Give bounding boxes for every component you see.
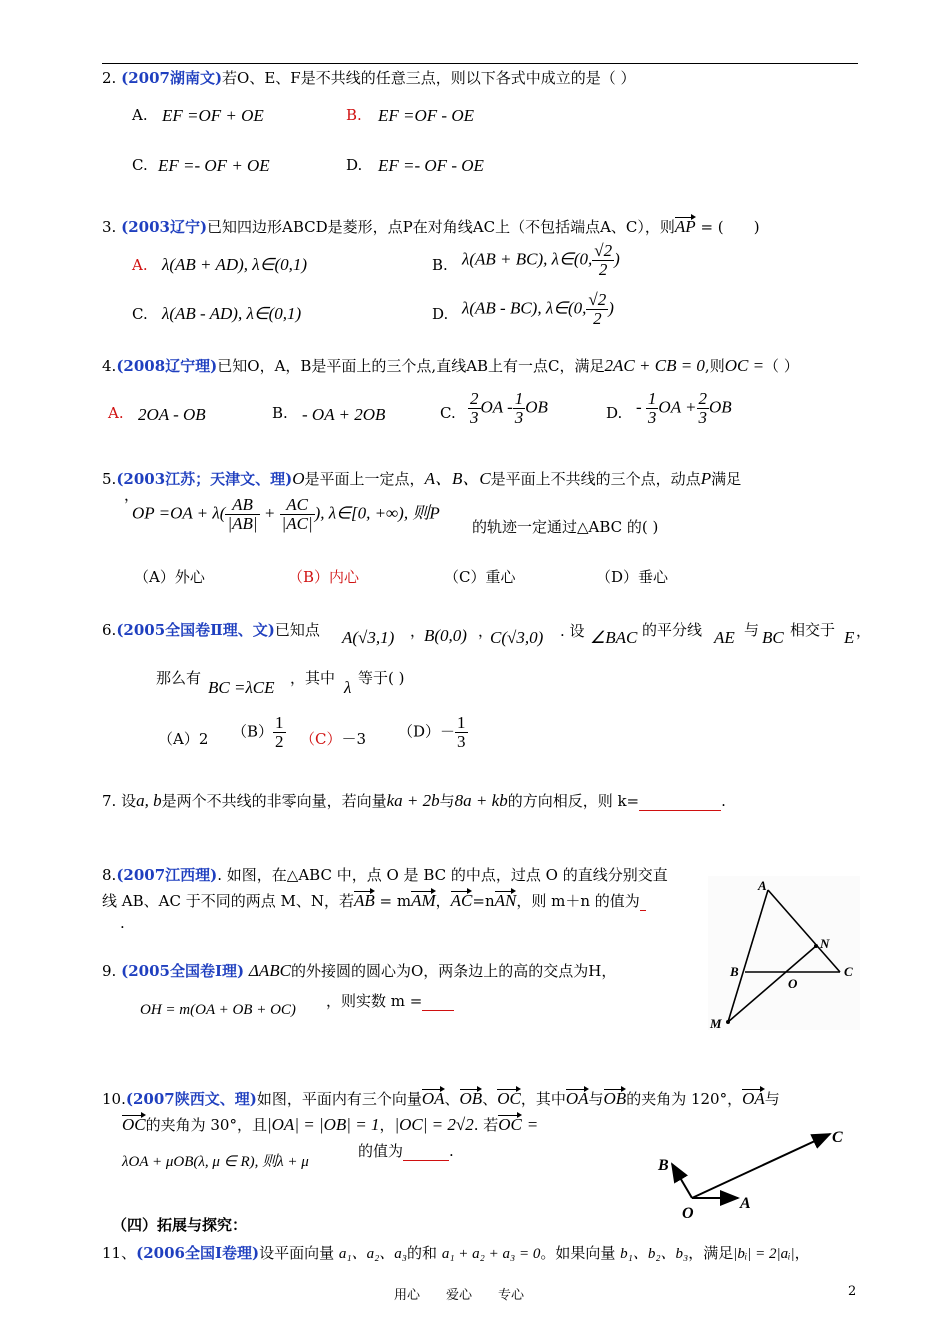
q5-option-a: （A）外心 xyxy=(134,568,205,586)
q6-comma-2: ， xyxy=(478,622,494,640)
q6-point-c: C(√3,0) xyxy=(490,628,544,647)
q9-tail: ，则实数 m = xyxy=(326,990,454,1011)
q9-formula: OH = m(OA + OB + OC) xyxy=(140,1002,296,1018)
q7-answer-blank[interactable] xyxy=(639,792,721,811)
question-6-stem: 6.(2005全国卷Ⅱ理、文)已知点 xyxy=(102,621,320,639)
question-10-line1: 10.(2007陕西文、理)如图，平面内有三个向量OA、OB、OC，其中OA与OB的夹角为 120°，OA与 xyxy=(102,1089,780,1108)
q2-option-b-expr: EF =OF - OE xyxy=(378,106,474,125)
label-a: A xyxy=(758,878,767,893)
q4-option-a-expr: 2OA - OB xyxy=(138,405,206,424)
point-n xyxy=(814,944,818,948)
q10-answer-blank[interactable] xyxy=(403,1142,449,1161)
q5-formula: OP =OA + λ( $\frac{AB}{|AB|}$ + $\frac{AC}{|AC|}$ ), λ∈[0, +∞), 则P xyxy=(132,495,440,533)
label-m: M xyxy=(710,1016,722,1030)
question-10-line2: OC的夹角为 30°，且|OA| = |OB| = 1，|OC| = 2√2. 若OC = xyxy=(122,1115,539,1134)
vector-ob xyxy=(672,1164,692,1198)
q5-option-c: （C）重心 xyxy=(444,568,516,586)
footer-motto: 用心 爱心 专心 xyxy=(394,1288,525,1303)
q6-comma-3: ， xyxy=(856,622,872,640)
q6-text-bisector: 的平分线 xyxy=(642,621,703,639)
q6-text-and: 与 xyxy=(744,621,760,639)
q10-tail: 的值为 . xyxy=(358,1142,454,1160)
label-n: N xyxy=(820,936,830,951)
q4-option-c-expr: $\frac{2}{3}$ OA - $\frac{1}{3}$ OB xyxy=(470,389,548,427)
q4-option-c: C. xyxy=(440,404,456,422)
question-4-stem: 4.(2008辽宁理)已知O，A，B是平面上的三个点,直线AB上有一点C，满足2AC + CB = 0,则OC =（ ） xyxy=(102,356,799,375)
label-a: A xyxy=(740,1195,751,1212)
label-o: O xyxy=(788,976,798,991)
q6-bc: BC xyxy=(762,628,784,647)
q5-option-d: （D）垂心 xyxy=(596,568,669,586)
q6-option-a: （A）2 xyxy=(158,730,209,748)
q3-option-c: C. xyxy=(132,305,148,323)
q3-option-d-expr: λ(AB - BC), λ∈(0, $\frac{√2}{2}$ ) xyxy=(462,290,614,328)
q6-ae: AE xyxy=(714,628,735,647)
section-heading: （四）拓展与探究： xyxy=(112,1216,248,1234)
question-2-stem: 2. (2007湖南文)若O、E、F是不共线的任意三点，则以下各式中成立的是（ ） xyxy=(102,69,636,87)
q6-point-b: B(0,0) xyxy=(424,626,467,645)
header-rule xyxy=(102,63,858,64)
q5-option-b: （B）内心 xyxy=(288,568,360,586)
q2-option-d-expr: EF =- OF - OE xyxy=(378,156,484,175)
q6-line2-c: 等于( ) xyxy=(358,669,405,687)
q4-option-d: D. xyxy=(606,404,623,422)
q9-answer-blank[interactable] xyxy=(422,992,454,1011)
question-11: 11、(2006全国Ⅰ卷理)设平面向量 a₁、a₂、a₃的和 a₁ + a₂ + a₃ = 0。如果向量 b₁、b₂、b₃，满足|bᵢ| = 2|aᵢ|， xyxy=(102,1244,810,1262)
page-number: 2 xyxy=(848,1284,857,1299)
q4-option-b: B. xyxy=(272,404,288,422)
label-o: O xyxy=(682,1205,694,1220)
q2-option-c-expr: EF =- OF + OE xyxy=(158,156,270,175)
q4-option-b-expr: - OA + 2OB xyxy=(302,405,386,424)
q2-option-d: D. xyxy=(346,156,363,174)
q6-text-intersect: 相交于 xyxy=(790,621,836,639)
triangle-figure xyxy=(708,876,860,1030)
q8-answer-blank[interactable] xyxy=(640,892,646,911)
q3-option-c-expr: λ(AB - AD), λ∈(0,1) xyxy=(162,304,302,323)
vector-oc xyxy=(692,1134,830,1198)
vector-figure xyxy=(650,1122,860,1220)
q5-stem-tail: 的轨迹一定通过△ABC 的( ) xyxy=(472,518,659,536)
q6-relation: BC =λCE xyxy=(208,678,275,697)
q3-option-a: A. xyxy=(132,256,148,274)
question-7: 7. 设a, b是两个不共线的非零向量，若向量ka + 2b与8a + kb的方向相反，则 k= . xyxy=(102,791,726,810)
q4-option-d-expr: - $\frac{1}{3}$ OA + $\frac{2}{3}$ OB xyxy=(636,389,732,427)
q6-line2-b: ，其中 xyxy=(290,669,336,687)
question-8-line2: 线 AB、AC 于不同的两点 M、N，若AB = mAM，AC=nAN，则 m＋n 的值为 xyxy=(102,890,646,911)
point-m xyxy=(726,1020,730,1024)
question-5-stem: 5.(2003江苏；天津文、理)O是平面上一定点，A、B、C是平面上不共线的三个点，动点P满足 xyxy=(102,469,742,488)
q2-option-a-expr: EF =OF + OE xyxy=(162,106,264,125)
q4-option-a: A. xyxy=(108,404,124,422)
label-c: C xyxy=(832,1129,843,1146)
q6-angle: ∠BAC xyxy=(590,628,638,647)
q6-option-c: （C）－3 xyxy=(300,730,367,748)
label-b: B xyxy=(658,1157,669,1174)
q2-option-a: A. xyxy=(132,106,148,124)
q6-point-a: A(√3,1) xyxy=(342,628,395,647)
label-b: B xyxy=(730,964,739,979)
label-c: C xyxy=(844,964,853,979)
q6-comma-1: ， xyxy=(410,622,426,640)
q3-option-b-expr: λ(AB + BC), λ∈(0, $\frac{√2}{2}$ ) xyxy=(462,241,620,279)
q10-formula: λOA + μOB(λ, μ ∈ R), 则λ + μ xyxy=(122,1154,309,1170)
q3-option-d: D. xyxy=(432,305,449,323)
q6-option-b: （B） $\frac{1}{2}$ xyxy=(232,713,284,751)
q5-comma: ， xyxy=(124,486,140,504)
q3-option-b: B. xyxy=(432,256,448,274)
question-9-stem: 9. (2005全国卷Ⅰ理) ΔABC的外接圆的圆心为O，两条边上的高的交点为H， xyxy=(102,961,617,980)
q6-e: E xyxy=(844,628,855,647)
question-8-line1: 8.(2007江西理). 如图，在△ABC 中，点 O 是 BC 的中点，过点 O 的直线分别交直 xyxy=(102,866,668,884)
question-3-stem: 3. (2003辽宁)已知四边形ABCD是菱形，点P在对角线AC上（不包括端点A、C），则AP = ( ) xyxy=(102,217,760,236)
q6-line2-a: 那么有 xyxy=(156,669,202,687)
q6-text-set: . 设 xyxy=(560,622,585,640)
q3-option-a-expr: λ(AB + AD), λ∈(0,1) xyxy=(162,255,308,274)
q6-option-d: （D）－ $\frac{1}{3}$ xyxy=(398,713,466,751)
q6-lambda: λ xyxy=(344,678,352,697)
q2-option-b: B. xyxy=(346,106,362,124)
q8-end: . xyxy=(120,914,125,932)
q2-option-c: C. xyxy=(132,156,148,174)
